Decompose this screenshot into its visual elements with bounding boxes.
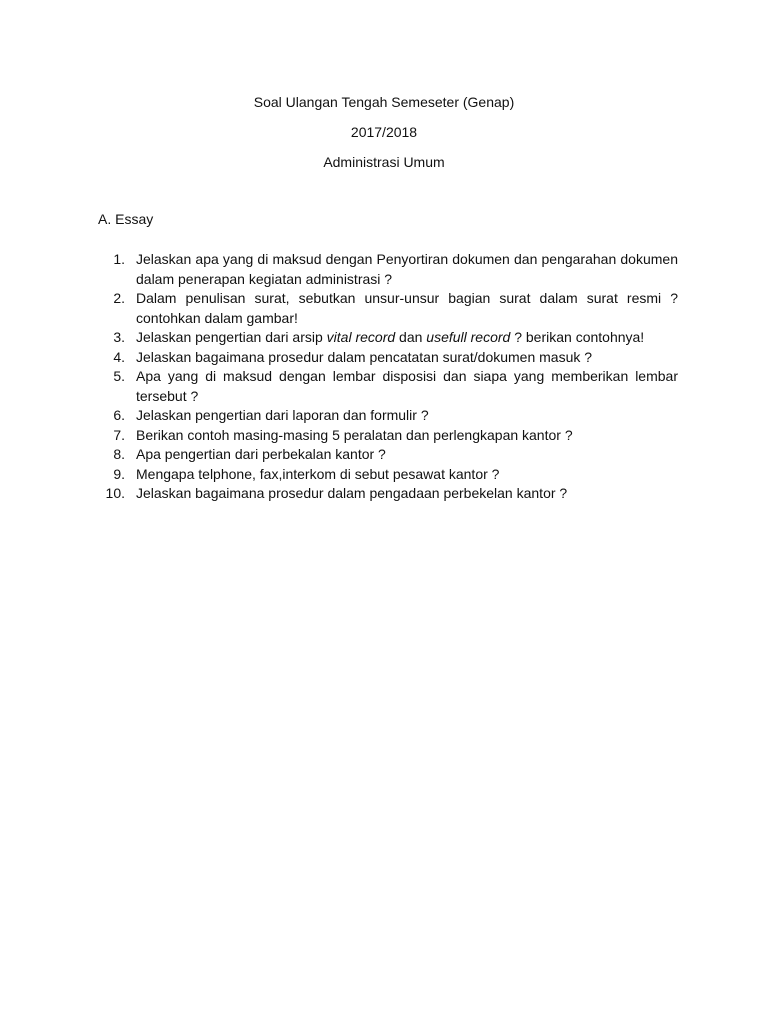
italic-term-usefull-record: usefull record: [426, 329, 511, 345]
question-list: [98, 250, 678, 504]
question-number: 8.: [113, 446, 125, 462]
question-item-10: [98, 484, 678, 504]
question-item-9: [98, 465, 678, 485]
question-item-4: [98, 348, 678, 368]
question-text: Apa yang di maksud dengan lembar disposisi dan siapa yang memberikan lembar tersebut ?: [136, 368, 678, 404]
question-item-1: [98, 250, 678, 289]
question-number: 1.: [113, 251, 125, 267]
italic-term-vital-record: vital record: [326, 329, 396, 345]
question-text: [136, 328, 678, 348]
question-item-5: [98, 367, 678, 406]
question-text: Dalam penulisan surat, sebutkan unsur-unsur bagian surat dalam surat resmi ? contohkan dalam gambar!: [136, 290, 678, 326]
question-item-8: [98, 445, 678, 465]
question-text: Berikan contoh masing-masing 5 peralatan dan perlengkapan kantor ?: [136, 426, 573, 443]
question-number: 6.: [113, 407, 125, 423]
question-text: Jelaskan pengertian dari laporan dan formulir ?: [136, 407, 429, 423]
question-text: Apa pengertian dari perbekalan kantor ?: [136, 446, 386, 462]
question-item-6: [98, 406, 678, 426]
question-text-part: ? berikan contohnya!: [510, 329, 645, 345]
question-text: Jelaskan apa yang di maksud dengan Penyortiran dokumen dan pengarahan dokumen dalam penerapan kegiatan administrasi ?: [136, 251, 678, 287]
question-item-2: [98, 289, 678, 328]
document-year: 2017/2018: [350, 124, 418, 140]
question-item-3: [98, 328, 678, 348]
question-item-7: [98, 426, 678, 446]
section-heading-essay: A. Essay: [98, 211, 154, 227]
question-number: 4.: [113, 348, 125, 365]
document-subject: Administrasi Umum: [323, 154, 445, 170]
question-text: Jelaskan bagaimana prosedur dalam pencatatan surat/dokumen masuk ?: [136, 348, 593, 365]
question-number: 2.: [113, 290, 125, 306]
question-text: Jelaskan bagaimana prosedur dalam pengadaan perbekelan kantor ?: [136, 485, 568, 501]
question-text-part: dan: [395, 329, 427, 345]
document-title: Soal Ulangan Tengah Semeseter (Genap): [253, 94, 515, 110]
question-number: 5.: [113, 368, 125, 384]
question-number: 10.: [105, 485, 125, 501]
question-number: 3.: [113, 329, 125, 345]
question-text-part: Jelaskan pengertian dari arsip: [136, 329, 327, 345]
question-number: 9.: [113, 465, 125, 482]
question-number: 7.: [113, 426, 125, 443]
question-text: Mengapa telphone, fax,interkom di sebut pesawat kantor ?: [136, 465, 500, 482]
